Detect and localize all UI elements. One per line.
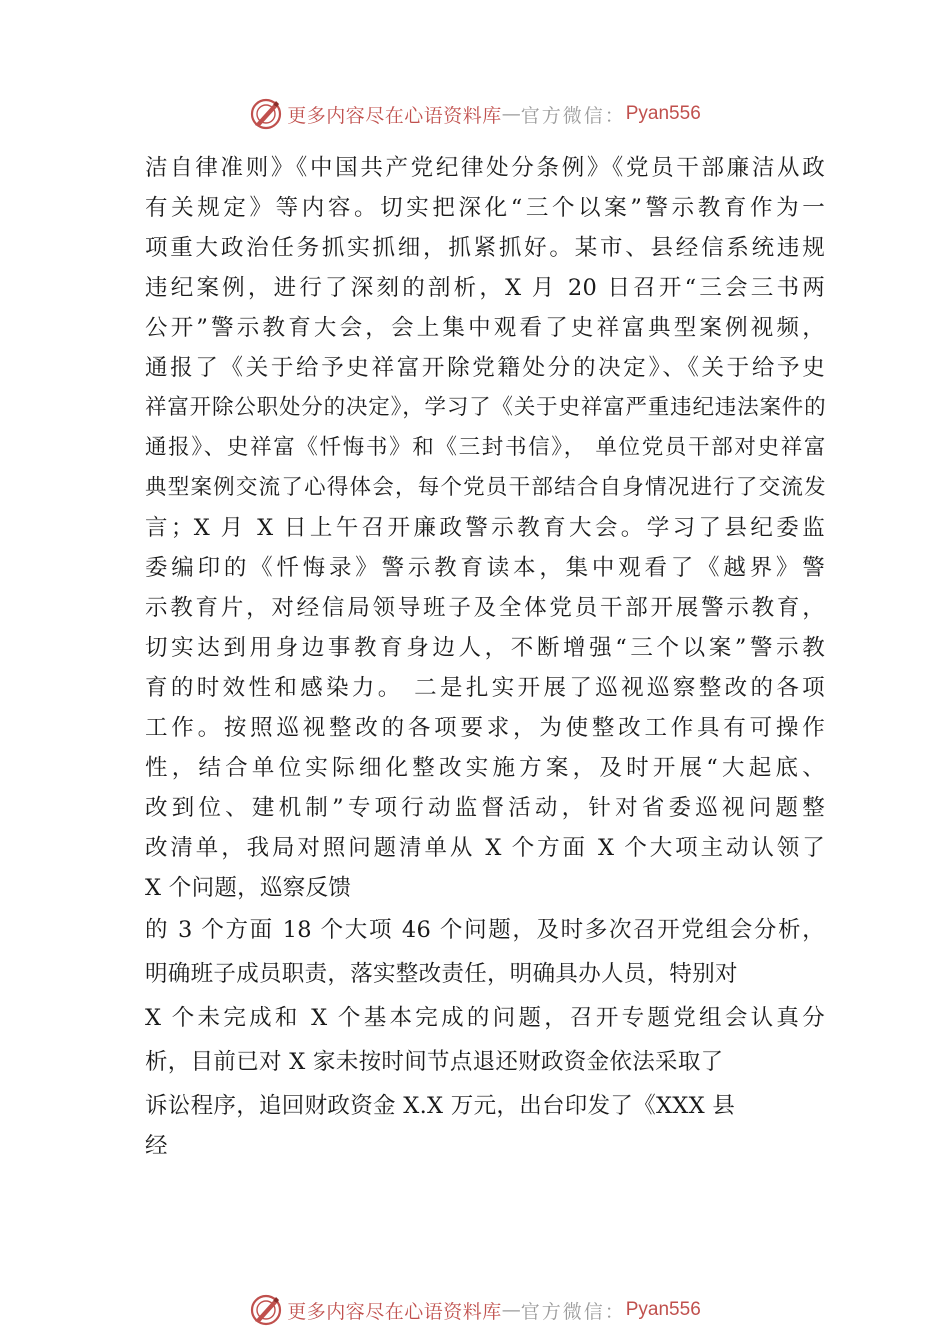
- header-separator: —: [501, 103, 521, 125]
- body-line: 诉讼程序，追回财政资金 X.X 万元，出台印发了《XXX 县: [145, 1093, 736, 1119]
- body-line: 有关规定》等内容。切实把深化“三个以案”警示教育作为一: [145, 195, 825, 221]
- body-line: 言；X 月 X 日上午召开廉政警示教育大会。学习了县纪委监: [145, 515, 825, 541]
- body-line: 洁自律准则》《中国共产党纪律处分条例》《党员干部廉洁从政: [145, 155, 825, 181]
- pen-logo-icon: [249, 97, 283, 131]
- header-banner: [0, 94, 950, 134]
- footer-wechat-label: 官方微信：: [520, 1300, 626, 1323]
- body-line: 典型案例交流了心得体会，每个党员干部结合自身情况进行了交流发: [145, 475, 825, 500]
- footer-separator: —: [501, 1299, 521, 1321]
- body-line: 示教育片，对经信局领导班子及全体党员干部开展警示教育，: [145, 595, 825, 621]
- body-line: 的 3 个方面 18 个大项 46 个问题，及时多次召开党组会分析，: [145, 917, 825, 943]
- header-wechat-label: 官方微信：: [520, 104, 626, 127]
- body-line: 经: [145, 1133, 168, 1159]
- pen-logo-icon: [249, 1293, 283, 1327]
- body-line: 明确班子成员职责，落实整改责任，明确具办人员，特别对: [145, 961, 738, 987]
- body-line: 委编印的《忏悔录》警示教育读本，集中观看了《越界》警: [145, 555, 825, 581]
- body-line: 切实达到用身边事教育身边人，不断增强“三个以案”警示教: [145, 635, 825, 661]
- body-line: 通报》、史祥富《忏悔书》和《三封书信》， 单位党员干部对史祥富: [145, 435, 825, 460]
- body-line: 工作。按照巡视整改的各项要求，为使整改工作具有可操作: [145, 715, 825, 741]
- body-line: 祥富开除公职处分的决定》，学习了《关于史祥富严重违纪违法案件的: [145, 395, 825, 420]
- body-line: 育的时效性和感染力。 二是扎实开展了巡视巡察整改的各项: [145, 675, 825, 701]
- body-line: 违纪案例，进行了深刻的剖析，X 月 20 日召开“三会三书两: [145, 275, 825, 301]
- header-brand-text: 更多内容尽在心语资料库: [287, 104, 502, 127]
- footer-banner: [0, 1290, 950, 1330]
- body-line: X 个问题，巡察反馈: [145, 875, 352, 901]
- document-body: [145, 148, 825, 1166]
- body-line: 析，目前已对 X 家未按时间节点退还财政资金依法采取了: [145, 1049, 724, 1075]
- body-line: 项重大政治任务抓实抓细，抓紧抓好。某市、县经信系统违规: [145, 235, 825, 261]
- body-line: 公开”警示教育大会，会上集中观看了史祥富典型案例视频，: [145, 315, 825, 341]
- footer-wechat-account: Pyan556: [625, 1299, 701, 1320]
- body-line: 改到位、建机制”专项行动监督活动，针对省委巡视问题整: [145, 795, 825, 821]
- body-line: 通报了《关于给予史祥富开除党籍处分的决定》、《关于给予史: [145, 355, 825, 381]
- footer-brand-text: 更多内容尽在心语资料库: [287, 1300, 502, 1323]
- header-wechat-account: Pyan556: [625, 103, 701, 124]
- body-line: 性，结合单位实际细化整改实施方案，及时开展“大起底、: [145, 755, 825, 781]
- body-line: X 个未完成和 X 个基本完成的问题，召开专题党组会认真分: [145, 1005, 825, 1031]
- body-line: 改清单，我局对照问题清单从 X 个方面 X 个大项主动认领了: [145, 835, 825, 861]
